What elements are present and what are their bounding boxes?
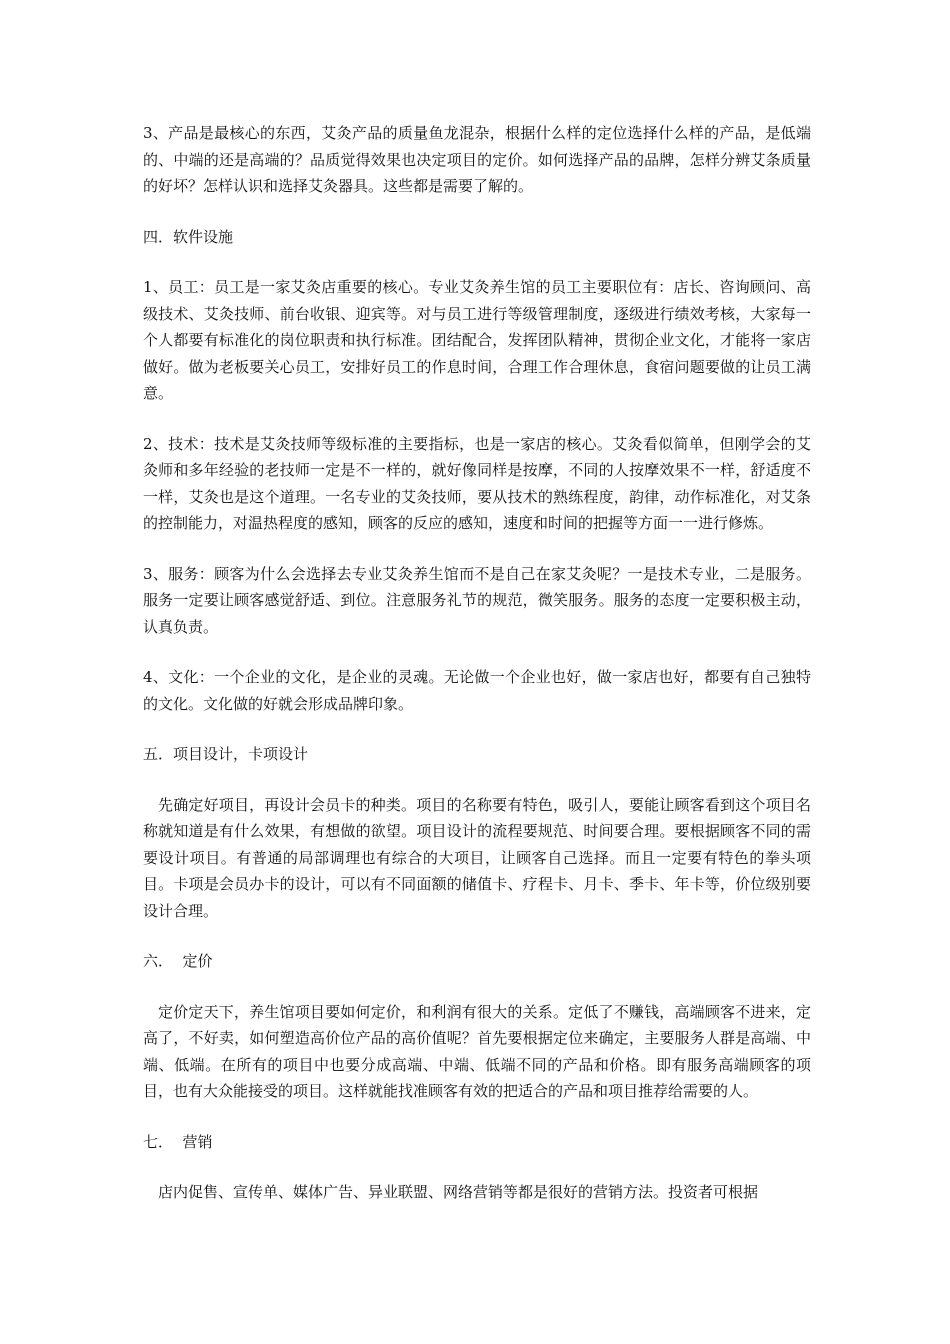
paragraph-pricing: 定价定天下，养生馆项目要如何定价，和利润有很大的关系。定低了不赚钱，高端顾客不进来，定高了，不好卖，如何塑造高价位产品的高价值呢？首先要根据定位来确定，主要服务人群是高端、中端、低端。在所有的项目中也要分成高端、中端、低端不同的产品和价格。即有服务高端顾客的项目，也有大众能接受的项目。这样就能找准顾客有效的把适合的产品和项目推荐给需要的人。 [143,1002,811,1100]
paragraph-marketing: 店内促售、宣传单、媒体广告、异业联盟、网络营销等都是很好的营销方法。投资者可根据 [158,1183,759,1201]
paragraph-service: 3、服务：顾客为什么会选择去专业艾灸养生馆而不是自己在家艾灸呢？一是技术专业，二是服务。服务一定要让顾客感觉舒适、到位。注意服务礼节的规范，微笑服务。服务的态度一定要积极主动，认真负责。 [143,564,811,636]
document-body [143,120,811,1230]
section-heading-software: 四．软件设施 [143,227,234,246]
paragraph-staff: 1、员工：员工是一家艾灸店重要的核心。专业艾灸养生馆的员工主要职位有：店长、咨询顾问、高级技术、艾灸技师、前台收银、迎宾等。对与员工进行等级管理制度，逐级进行绩效考核，大家每一个人都要有标准化的岗位职责和执行标准。团结配合，发挥团队精神，贯彻企业文化，才能将一家店做好。做为老板要关心员工，安排好员工的作息时间，合理工作合理休息，食宿问题要做的让员工满意。 [143,278,811,402]
section-heading-marketing: 七． 营销 [143,1132,213,1151]
paragraph-technique: 2、技术：技术是艾灸技师等级标准的主要指标，也是一家店的核心。艾灸看似简单，但刚学会的艾灸师和多年经验的老技师一定是不一样的，就好像同样是按摩，不同的人按摩效果不一样，舒适度不一样，艾灸也是这个道理。一名专业的艾灸技师，要从技术的熟练程度，韵律，动作标准化，对艾条的控制能力，对温热程度的感知，顾客的反应的感知，速度和时间的把握等方面一一进行修炼。 [143,434,811,532]
paragraph-product-quality: 3、产品是最核心的东西，艾灸产品的质量鱼龙混杂，根据什么样的定位选择什么样的产品，是低端的、中端的还是高端的？品质觉得效果也决定项目的定价。如何选择产品的品牌，怎样分辨艾条质量的好坏？怎样认识和选择艾灸器具。这些都是需要了解的。 [143,124,811,195]
paragraph-culture: 4、文化：一个企业的文化，是企业的灵魂。无论做一个企业也好，做一家店也好，都要有自己独特的文化。文化做的好就会形成品牌印象。 [143,668,811,713]
section-heading-project-design: 五．项目设计，卡项设计 [143,745,309,763]
section-heading-pricing: 六． 定价 [143,952,213,970]
paragraph-project-design: 先确定好项目，再设计会员卡的种类。项目的名称要有特色，吸引人，要能让顾客看到这个项目名称就知道是有什么效果，有想做的欲望。项目设计的流程要规范、时间要合理。要根据顾客不同的需要设计项目。有普通的局部调理也有综合的大项目，让顾客自己选择。而且一定要有特色的拳头项目。卡项是会员办卡的设计，可以有不同面额的储值卡、疗程卡、月卡、季卡、年卡等，价位级别要设计合理。 [143,795,811,920]
